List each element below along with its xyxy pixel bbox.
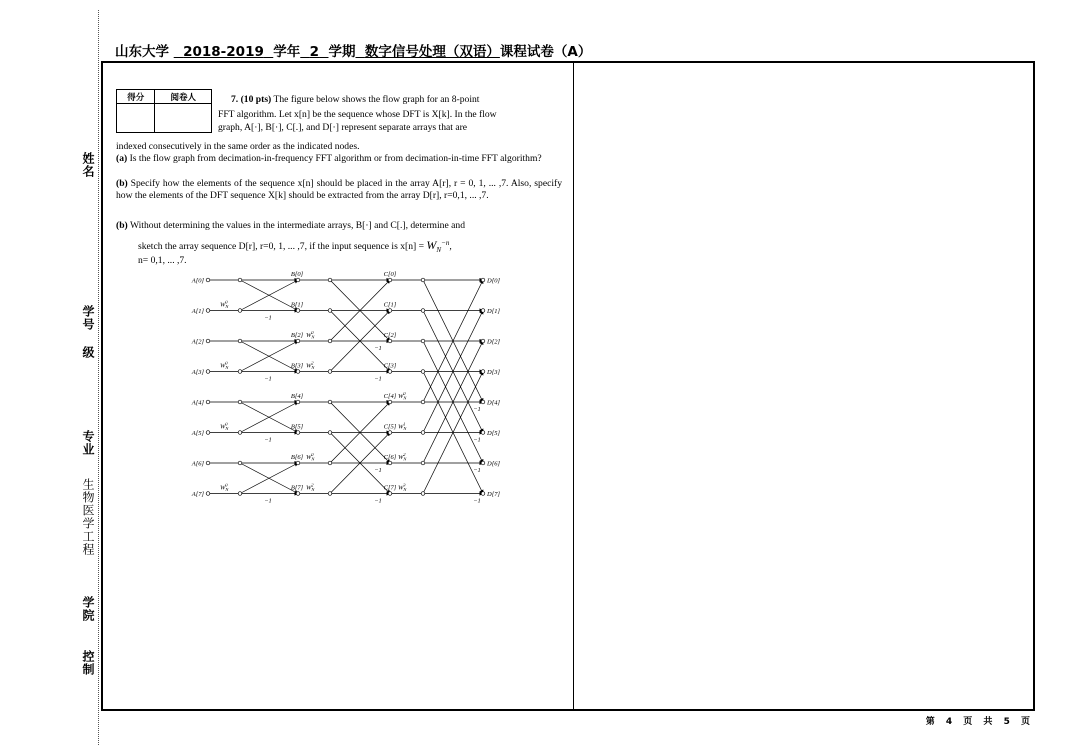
c-label: C[6] (383, 454, 397, 461)
a-label: A[6] (191, 460, 204, 468)
minus-one-label: −1 (374, 375, 382, 383)
college-label: 学院 (81, 596, 95, 622)
flow-node (238, 370, 242, 374)
semester-suffix: 学期 (328, 44, 356, 60)
d-label: D[7] (487, 490, 501, 498)
flow-node (206, 309, 210, 313)
flow-node (328, 278, 332, 282)
flow-node (238, 278, 242, 282)
d-label: D[3] (487, 368, 501, 376)
flow-node (388, 370, 392, 374)
flow-node (421, 370, 425, 374)
flow-node (206, 339, 210, 343)
stage3-twiddle: $W_N3$ (398, 482, 407, 492)
flow-node (388, 400, 392, 404)
b-label: B[7] (290, 484, 304, 492)
stage1-twiddle: $W_N0$ (220, 360, 229, 370)
c-label: C[7] (383, 484, 397, 492)
score-label: 得分 (117, 90, 155, 104)
output-node (481, 492, 485, 496)
b-label: B[2] (290, 332, 304, 339)
b-label: B[5] (290, 423, 304, 431)
flow-node (421, 461, 425, 465)
stage1-twiddle: $W_N0$ (220, 299, 229, 309)
flow-node (296, 278, 300, 282)
a-label: A[7] (191, 490, 204, 498)
c-label: C[0] (383, 271, 397, 278)
course-suffix: 课程试卷（A） (499, 44, 592, 60)
name-label: 姓名 (81, 152, 95, 178)
column-divider (573, 61, 574, 711)
flow-node (328, 309, 332, 313)
d-label: D[2] (487, 338, 501, 346)
class-label: 级 (81, 346, 95, 359)
flow-node (238, 309, 242, 313)
grader-cell[interactable] (155, 104, 212, 133)
c-label: C[4] (383, 393, 397, 400)
c-label: C[1] (383, 301, 397, 309)
control-label: 控制 (81, 650, 95, 676)
flow-node (388, 431, 392, 435)
d-label: D[0] (487, 277, 501, 285)
part-b2: (b) Without determining the values in the intermediate arrays, B[·] and C[.], determine and (116, 220, 465, 231)
course-name: 数字信号处理（双语） (364, 44, 500, 60)
flow-node (388, 278, 392, 282)
flow-node (421, 309, 425, 313)
major-label: 专业 (81, 430, 95, 456)
stage2-twiddle: $W_N2$ (306, 482, 315, 492)
flow-node (421, 400, 425, 404)
flow-node (328, 370, 332, 374)
flow-node (238, 431, 242, 435)
minus-one-label: −1 (264, 375, 272, 383)
question-intro-line4: indexed consecutively in the same order as the indicated nodes. (116, 141, 360, 152)
page-footer: 第 4 页 共 5 页 (925, 717, 1034, 727)
student-id-label: 学号 (81, 305, 95, 331)
a-label: A[2] (191, 338, 204, 346)
stage3-twiddle: $W_N2$ (398, 452, 407, 462)
flow-node (421, 339, 425, 343)
year-suffix: 学年 (273, 44, 301, 60)
flow-node (296, 461, 300, 465)
flow-node (296, 370, 300, 374)
output-node (481, 339, 485, 343)
output-node (481, 431, 485, 435)
flow-node (238, 339, 242, 343)
flow-node (328, 461, 332, 465)
academic-year: 2018-2019 (183, 44, 264, 60)
d-label: D[4] (487, 399, 501, 407)
flow-node (296, 309, 300, 313)
stage3-twiddle: $W_N0$ (398, 391, 407, 401)
stage1-twiddle: $W_N0$ (220, 421, 229, 431)
output-node (481, 461, 485, 465)
output-node (481, 278, 485, 282)
flow-node (206, 431, 210, 435)
output-node (481, 309, 485, 313)
minus-one-label: −1 (264, 314, 272, 322)
a-label: A[3] (191, 368, 204, 376)
question-intro-line3: graph, A[·], B[·], C[.], and D[·] represent separate arrays that are (218, 122, 468, 133)
flow-node (206, 461, 210, 465)
a-label: A[4] (191, 399, 204, 407)
d-label: D[6] (487, 460, 501, 468)
stage2-twiddle: $W_N0$ (306, 452, 315, 462)
binding-line (98, 10, 99, 745)
c-label: C[2] (383, 332, 397, 339)
flow-node (328, 339, 332, 343)
stage3-twiddle: $W_N1$ (398, 421, 407, 431)
a-label: A[5] (191, 429, 204, 437)
part-b1: (b) Specify how the elements of the sequence x[n] should be placed in the array A[r], r = 0, 1, ... ,7. Also, specify how the elements of the DFT sequence X[k] should be extracted from the array D[r], r=0,1, ... ,7. (116, 178, 562, 202)
major-value: 生物医学工程 (81, 478, 95, 556)
score-cell[interactable] (117, 104, 155, 133)
b-label: B[0] (290, 271, 304, 278)
flow-node (238, 492, 242, 496)
minus-one-label: −1 (473, 497, 481, 505)
flow-node (388, 339, 392, 343)
stage2-twiddle: $W_N0$ (306, 330, 315, 340)
grader-label: 阅卷人 (155, 90, 212, 104)
flow-node (238, 461, 242, 465)
c-label: C[5] (383, 423, 397, 431)
b-label: B[1] (290, 301, 304, 309)
b-label: B[3] (290, 362, 304, 370)
flow-node (206, 492, 210, 496)
d-label: D[5] (487, 429, 501, 437)
minus-one-label: −1 (473, 467, 481, 474)
flow-node (296, 431, 300, 435)
flow-node (206, 400, 210, 404)
a-label: A[0] (191, 277, 204, 285)
part-a: (a) Is the flow graph from decimation-in-frequency FFT algorithm or from decimation-in-time FFT algorithm? (116, 153, 542, 164)
minus-one-label: −1 (473, 436, 481, 444)
flow-node (421, 278, 425, 282)
stage1-twiddle: $W_N0$ (220, 482, 229, 492)
fft-flow-graph (180, 266, 520, 516)
flow-node (206, 278, 210, 282)
part-b2-line2: sketch the array sequence D[r], r=0, 1, ... ,7, if the input sequence is $x[n] = W_N^{-n}$, (138, 238, 452, 255)
flow-node (328, 492, 332, 496)
minus-one-label: −1 (374, 497, 382, 505)
d-label: D[1] (487, 307, 501, 315)
b-label: B[6] (290, 454, 304, 461)
stage2-twiddle: $W_N2$ (306, 360, 315, 370)
b-label: B[4] (290, 393, 304, 400)
minus-one-label: −1 (374, 345, 382, 352)
flow-node (328, 431, 332, 435)
minus-one-label: −1 (473, 406, 481, 413)
flow-node (388, 309, 392, 313)
exam-header (115, 40, 591, 60)
output-node (481, 400, 485, 404)
flow-node (296, 400, 300, 404)
flow-node (238, 400, 242, 404)
a-label: A[1] (191, 307, 204, 315)
semester: 2 (309, 44, 320, 60)
flow-node (206, 370, 210, 374)
part-b2-line3: n= 0,1, ... ,7. (138, 255, 187, 266)
score-box (116, 89, 212, 133)
minus-one-label: −1 (264, 436, 272, 444)
c-label: C[3] (383, 362, 397, 370)
flow-node (296, 339, 300, 343)
flow-node (421, 431, 425, 435)
minus-one-label: −1 (264, 497, 272, 505)
output-node (481, 370, 485, 374)
flow-node (388, 461, 392, 465)
minus-one-label: −1 (374, 467, 382, 474)
question-intro-line1: 7. (10 pts) The figure below shows the flow graph for an 8-point (231, 94, 480, 105)
question-intro-line2: FFT algorithm. Let x[n] be the sequence whose DFT is X[k]. In the flow (218, 109, 497, 120)
flow-node (388, 492, 392, 496)
flow-node (328, 400, 332, 404)
flow-node (296, 492, 300, 496)
university-name: 山东大学 (115, 44, 169, 60)
flow-node (421, 492, 425, 496)
